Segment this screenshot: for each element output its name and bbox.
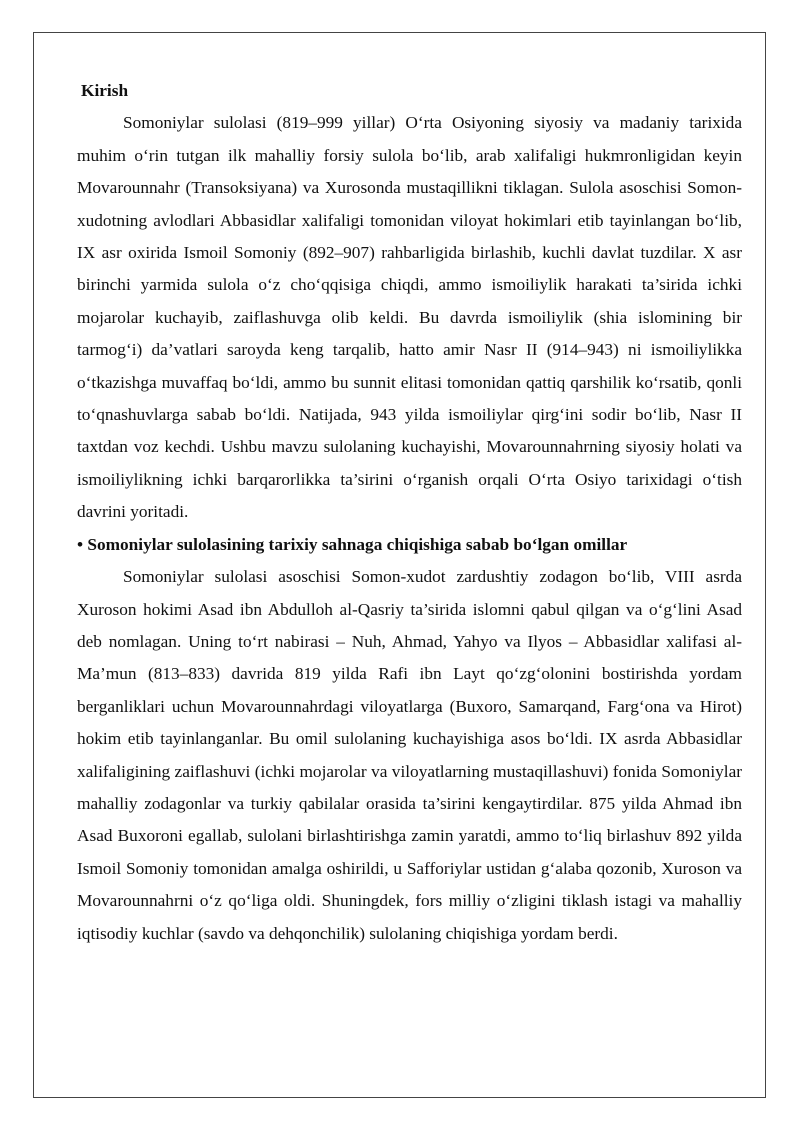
document-heading: Kirish	[81, 81, 129, 100]
section-heading: • Somoniylar sulolasining tarixiy sahnaga chiqishiga sabab bo‘lgan omillar	[77, 534, 628, 554]
document-body	[77, 75, 742, 950]
section-paragraph: Somoniylar sulolasi asoschisi Somon-xudot zardushtiy zodagon bo‘lib, VIII asrda Xuroson hokimi Asad ibn Abdulloh al-Qasriy ta’sirida islomni qabul qilgan va o‘g‘lini Asad deb nomlagan. Uning to‘rt nabirasi – Nuh, Ahmad, Yahyo va Ilyos – Abbasidlar xalifasi al-Ma’mun (813–833) davrida 819 yilda Rafi ibn Layt qo‘zg‘olonini bostirishda yordam berganliklari uchun Movarounnahrdagi viloyatlarga (Buxoro, Samarqand, Farg‘ona va Hirot) hokim etib tayinlanganlar. Bu omil sulolaning kuchayishiga asos bo‘ldi. IX asrda Abbasidlar xalifaligining zaiflashuvi (ichki mojarolar va viloyatlarning mustaqillashuvi) fonida Somoniylar mahalliy zodagonlar va turkiy qabilalar orasida ta’sirini kengaytirdilar. 875 yilda Ahmad ibn Asad Buxoroni egallab, sulolani birlashtirishga zamin yaratdi, ammo to‘liq birlashuv 892 yilda Ismoil Somoniy tomonidan amalga oshirildi, u Safforiylar ustidan g‘alaba qozonib, Xuroson va Movarounnahrni o‘z qo‘liga oldi. Shuningdek, fors milliy o‘zligini tiklash istagi va mahalliy iqtisodiy kuchlar (savdo va dehqonchilik) sulolaning chiqishiga yordam berdi.	[77, 567, 742, 943]
intro-paragraph: Somoniylar sulolasi (819–999 yillar) O‘rta Osiyoning siyosiy va madaniy tarixida muhim o‘rin tutgan ilk mahalliy forsiy sulola bo‘lib, arab xalifaligi hukmronligidan keyin Movarounnahr (Transoksiyana) va Xurosonda mustaqillikni tiklagan. Sulola asoschisi Somon-xudotning avlodlari Abbasidlar xalifaligi tomonidan viloyat hokimlari etib tayinlangan bo‘lib, IX asr oxirida Ismoil Somoniy (892–907) rahbarligida birlashib, kuchli davlat tuzdilar. X asr birinchi yarmida sulola o‘z cho‘qqisiga chiqdi, ammo ismoiliylik harakati ta’sirida ichki mojarolar kuchayib, zaiflashuvga olib keldi. Bu davrda ismoiliylik (shia islomining bir tarmog‘i) da’vatlari saroyda keng tarqalib, hatto amir Nasr II (914–943) ni ismoiliylikka o‘tkazishga muvaffaq bo‘ldi, ammo bu sunnit elitasi tomonidan qattiq qarshilik ko‘rsatib, qonli to‘qnashuvlarga sabab bo‘ldi. Natijada, 943 yilda ismoiliylar qirg‘ini sodir bo‘lib, Nasr II taxtdan voz kechdi. Ushbu mavzu sulolaning kuchayishi, Movarounnahrning siyosiy holati va ismoiliylikning ichki barqarorlikka ta’sirini o‘rganish orqali O‘rta Osiyo tarixidagi o‘tish davrini yoritadi.	[77, 113, 742, 522]
